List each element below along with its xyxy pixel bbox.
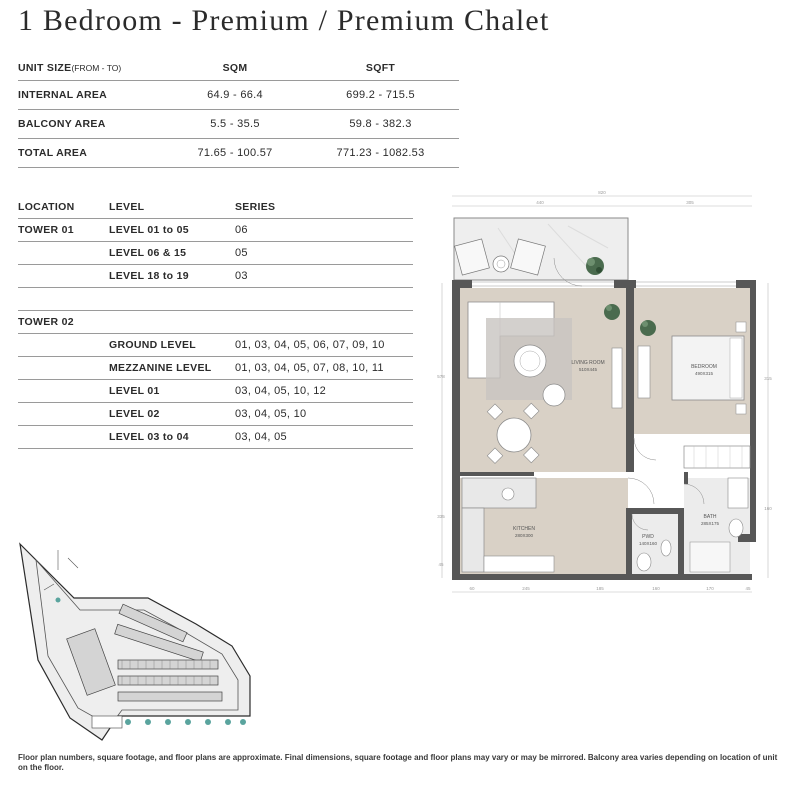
location-cell: TOWER 02 xyxy=(18,311,109,334)
balcony-plant-icon xyxy=(586,257,604,275)
pwd-toilet xyxy=(637,553,651,571)
series-cell: 06 xyxy=(235,219,413,242)
location-header-row xyxy=(18,196,413,219)
series-cell: 03, 04, 05, 10, 12 xyxy=(235,380,413,403)
series-cell xyxy=(235,288,413,311)
dim-bottom-5: 170 xyxy=(706,586,714,591)
disclaimer-footnote: Floor plan numbers, square footage, and floor plans are approximate. Final dimensions, square footage and floor plans may vary or may be mirrored. Balcony area varies depending on location of unit on the floor. xyxy=(18,753,778,772)
dim-top-total: 820 xyxy=(598,190,606,195)
sqft-value: 59.8 - 382.3 xyxy=(302,110,459,139)
site-plan xyxy=(18,540,268,748)
tv-unit xyxy=(612,348,622,408)
bath-vanity xyxy=(728,478,748,508)
unit-size-row xyxy=(18,139,459,168)
series-cell: 01, 03, 04, 05, 06, 07, 09, 10 xyxy=(235,334,413,357)
series-cell xyxy=(235,311,413,334)
sqft-value: 699.2 - 715.5 xyxy=(302,81,459,110)
site-boundary xyxy=(20,544,250,740)
bath-toilet xyxy=(729,519,743,537)
area-label: TOTAL AREA xyxy=(18,139,168,168)
dim-right-2: 160 xyxy=(764,506,772,511)
series-cell: 03, 04, 05 xyxy=(235,426,413,449)
dim-bottom-3: 185 xyxy=(596,586,604,591)
location-row xyxy=(18,357,413,380)
bedroom-label: BEDROOM xyxy=(691,364,717,370)
living-plant-icon xyxy=(604,304,620,320)
sqm-header: SQM xyxy=(168,56,302,81)
unit-size-sublabel: (FROM - TO) xyxy=(71,63,122,73)
pwd-basin xyxy=(661,540,671,556)
unit-size-table xyxy=(18,56,459,168)
page-title: 1 Bedroom - Premium / Premium Chalet xyxy=(18,4,550,37)
dim-right-1: 315 xyxy=(764,376,772,381)
location-cell xyxy=(18,357,109,380)
shower xyxy=(690,542,730,572)
kitchen-label: KITCHEN xyxy=(513,526,535,532)
level-cell: GROUND LEVEL xyxy=(109,334,235,357)
level-cell: MEZZANINE LEVEL xyxy=(109,357,235,380)
dim-bottom-4: 160 xyxy=(652,586,660,591)
location-cell xyxy=(18,334,109,357)
kitchen-counter-side xyxy=(462,508,484,572)
living-room-label: LIVING ROOM xyxy=(571,360,605,366)
site-entrance xyxy=(92,716,122,728)
location-cell xyxy=(18,426,109,449)
balcony-table xyxy=(493,256,509,272)
kitchen-counter-top xyxy=(462,478,536,508)
dim-left-1: 578 xyxy=(437,374,445,379)
location-cell: TOWER 01 xyxy=(18,219,109,242)
location-row xyxy=(18,403,413,426)
bedroom-plant-icon xyxy=(640,320,656,336)
sqft-header: SQFT xyxy=(302,56,459,81)
location-cell xyxy=(18,380,109,403)
unit-size-header-row xyxy=(18,56,459,81)
nightstand-top xyxy=(736,322,746,332)
sqm-value: 64.9 - 66.4 xyxy=(168,81,302,110)
level-cell xyxy=(109,288,235,311)
location-row xyxy=(18,265,413,288)
level-cell: LEVEL 06 & 15 xyxy=(109,242,235,265)
location-row xyxy=(18,380,413,403)
dim-bottom-1: 60 xyxy=(469,586,475,591)
unit-size-row xyxy=(18,81,459,110)
bedroom-size: 490X315 xyxy=(694,371,714,376)
coffee-table xyxy=(514,345,546,377)
nightstand-bottom xyxy=(736,404,746,414)
area-label: BALCONY AREA xyxy=(18,110,168,139)
level-cell: LEVEL 03 to 04 xyxy=(109,426,235,449)
pwd-label: PWD xyxy=(642,534,654,540)
location-row xyxy=(18,311,413,334)
kitchen-sink xyxy=(502,488,514,500)
area-label: INTERNAL AREA xyxy=(18,81,168,110)
dim-top-left: 440 xyxy=(536,200,544,205)
side-table xyxy=(543,384,565,406)
location-cell xyxy=(18,288,109,311)
sqm-value: 5.5 - 35.5 xyxy=(168,110,302,139)
windows xyxy=(472,282,736,286)
sqft-value: 771.23 - 1082.53 xyxy=(302,139,459,168)
dim-left-3: 45 xyxy=(438,562,444,567)
series-cell: 03, 04, 05, 10 xyxy=(235,403,413,426)
level-cell: LEVEL 01 to 05 xyxy=(109,219,235,242)
location-row xyxy=(18,426,413,449)
kitchen-size: 280X300 xyxy=(514,533,534,538)
pwd-size: 140X160 xyxy=(638,541,658,546)
location-row xyxy=(18,242,413,265)
unit-size-row xyxy=(18,110,459,139)
level-cell: LEVEL 18 to 19 xyxy=(109,265,235,288)
bath-size: 285X175 xyxy=(700,521,720,526)
bedroom-desk xyxy=(638,346,650,398)
level-cell: LEVEL 01 xyxy=(109,380,235,403)
location-cell xyxy=(18,242,109,265)
level-header: LEVEL xyxy=(109,196,235,219)
dining-table xyxy=(497,418,531,452)
location-cell xyxy=(18,403,109,426)
series-cell: 01, 03, 04, 05, 07, 08, 10, 11 xyxy=(235,357,413,380)
location-row xyxy=(18,334,413,357)
unit-size-header xyxy=(18,56,168,81)
bath-label: BATH xyxy=(703,514,717,520)
series-cell: 03 xyxy=(235,265,413,288)
living-room-size: 510X445 xyxy=(578,367,598,372)
unit-size-label: UNIT SIZE xyxy=(18,62,72,74)
location-cell xyxy=(18,265,109,288)
sqm-value: 71.65 - 100.57 xyxy=(168,139,302,168)
level-cell xyxy=(109,311,235,334)
location-row xyxy=(18,219,413,242)
dim-top-right: 305 xyxy=(686,200,694,205)
dim-bottom-6: 45 xyxy=(745,586,751,591)
location-table xyxy=(18,196,413,449)
dim-bottom-2: 245 xyxy=(522,586,530,591)
series-header: SERIES xyxy=(235,196,413,219)
location-row xyxy=(18,288,413,311)
dim-left-2: 335 xyxy=(437,514,445,519)
location-header: LOCATION xyxy=(18,196,109,219)
level-cell: LEVEL 02 xyxy=(109,403,235,426)
floor-plan xyxy=(438,188,788,600)
kitchen-cabinet xyxy=(484,556,554,572)
series-cell: 05 xyxy=(235,242,413,265)
